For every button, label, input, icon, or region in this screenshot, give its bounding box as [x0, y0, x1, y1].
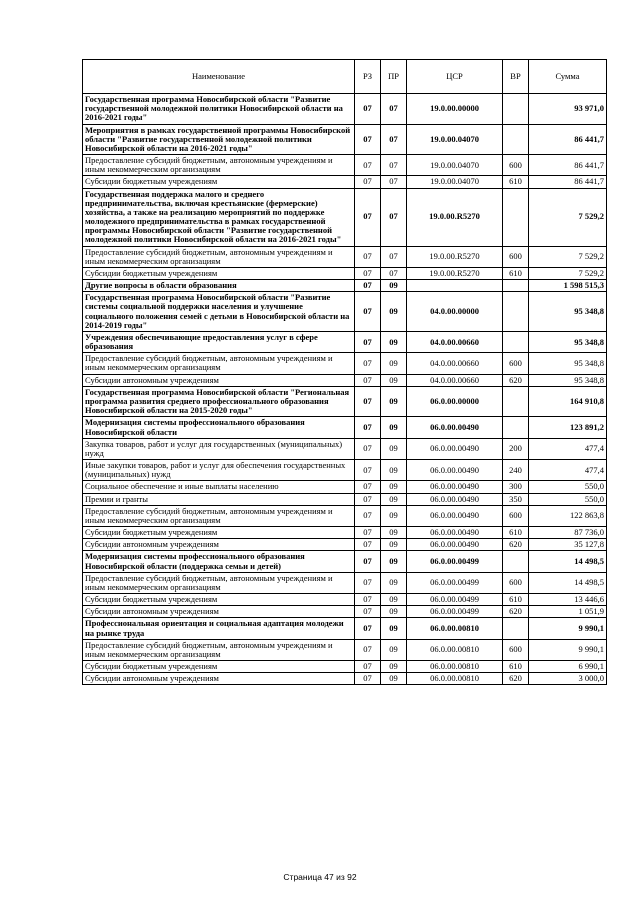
cell-csr: 19.0.00.R5270: [407, 188, 503, 246]
cell-pr: 07: [381, 94, 407, 125]
cell-pr: 09: [381, 551, 407, 572]
cell-name: Профессиональная ориентация и социальная адаптация молодежи на рынке труда: [83, 618, 355, 639]
cell-sum: 122 863,8: [529, 505, 607, 526]
cell-pr: 09: [381, 374, 407, 386]
cell-vr: [503, 94, 529, 125]
table-row: [83, 639, 607, 660]
cell-name: Предоставление субсидий бюджетным, автономным учреждениям и иным некоммерческим организациям: [83, 246, 355, 267]
cell-rz: 07: [355, 188, 381, 246]
header-vr: ВР: [503, 60, 529, 94]
cell-vr: 600: [503, 155, 529, 176]
cell-vr: 600: [503, 353, 529, 374]
cell-name: Социальное обеспечение и иные выплаты населению: [83, 481, 355, 493]
table-body: [83, 94, 607, 685]
cell-pr: 09: [381, 353, 407, 374]
cell-pr: 09: [381, 438, 407, 459]
cell-sum: 95 348,8: [529, 331, 607, 352]
cell-vr: 200: [503, 438, 529, 459]
cell-pr: 07: [381, 176, 407, 188]
cell-pr: 07: [381, 188, 407, 246]
table-row: [83, 176, 607, 188]
cell-csr: 06.0.00.00490: [407, 460, 503, 481]
cell-rz: 07: [355, 572, 381, 593]
cell-pr: 09: [381, 493, 407, 505]
cell-sum: 95 348,8: [529, 292, 607, 332]
cell-name: Другие вопросы в области образования: [83, 280, 355, 292]
cell-csr: 19.0.00.04070: [407, 176, 503, 188]
header-rz: РЗ: [355, 60, 381, 94]
table-row: [83, 460, 607, 481]
cell-sum: 477,4: [529, 438, 607, 459]
table-row: [83, 493, 607, 505]
cell-pr: 09: [381, 594, 407, 606]
cell-sum: 550,0: [529, 493, 607, 505]
cell-pr: 07: [381, 267, 407, 279]
cell-csr: 06.0.00.00490: [407, 539, 503, 551]
cell-sum: 3 000,0: [529, 673, 607, 685]
cell-name: Модернизация системы профессионального образования Новосибирской области: [83, 417, 355, 438]
table-row: [83, 188, 607, 246]
cell-pr: 09: [381, 481, 407, 493]
cell-rz: 07: [355, 618, 381, 639]
cell-rz: 07: [355, 493, 381, 505]
cell-csr: 04.0.00.00660: [407, 331, 503, 352]
table-row: [83, 331, 607, 352]
cell-rz: 07: [355, 438, 381, 459]
cell-name: Закупка товаров, работ и услуг для государственных (муниципальных) нужд: [83, 438, 355, 459]
cell-csr: 19.0.00.R5270: [407, 267, 503, 279]
cell-rz: 07: [355, 661, 381, 673]
table-row: [83, 539, 607, 551]
page-number: Страница 47 из 92: [283, 872, 357, 882]
table-row: [83, 673, 607, 685]
cell-pr: 07: [381, 155, 407, 176]
table-row: [83, 246, 607, 267]
table-row: [83, 267, 607, 279]
cell-csr: 06.0.00.00499: [407, 551, 503, 572]
cell-rz: 07: [355, 155, 381, 176]
cell-csr: 06.0.00.00810: [407, 618, 503, 639]
cell-sum: 86 441,7: [529, 155, 607, 176]
cell-name: Субсидии автономным учреждениям: [83, 539, 355, 551]
cell-name: Субсидии автономным учреждениям: [83, 673, 355, 685]
table-row: [83, 481, 607, 493]
cell-rz: 07: [355, 460, 381, 481]
cell-csr: 06.0.00.00490: [407, 505, 503, 526]
cell-csr: 06.0.00.00000: [407, 386, 503, 417]
table-row: [83, 280, 607, 292]
cell-rz: 07: [355, 551, 381, 572]
cell-name: Субсидии бюджетным учреждениям: [83, 176, 355, 188]
cell-csr: 06.0.00.00810: [407, 661, 503, 673]
cell-sum: 477,4: [529, 460, 607, 481]
cell-name: Модернизация системы профессионального образования Новосибирской области (поддержка семьи и детей): [83, 551, 355, 572]
cell-csr: 04.0.00.00660: [407, 353, 503, 374]
cell-pr: 09: [381, 292, 407, 332]
cell-csr: 06.0.00.00499: [407, 572, 503, 593]
cell-rz: 07: [355, 386, 381, 417]
cell-pr: 09: [381, 618, 407, 639]
cell-rz: 07: [355, 606, 381, 618]
cell-rz: 07: [355, 267, 381, 279]
cell-name: Предоставление субсидий бюджетным, автономным учреждениям и иным некоммерческим организациям: [83, 505, 355, 526]
table-row: [83, 292, 607, 332]
cell-csr: 06.0.00.00499: [407, 594, 503, 606]
table-row: [83, 386, 607, 417]
cell-sum: 6 990,1: [529, 661, 607, 673]
table-row: [83, 594, 607, 606]
cell-name: Учреждения обеспечивающие предоставления услуг в сфере образования: [83, 331, 355, 352]
cell-csr: 19.0.00.04070: [407, 155, 503, 176]
cell-csr: 19.0.00.04070: [407, 124, 503, 155]
table-row: [83, 155, 607, 176]
cell-csr: [407, 280, 503, 292]
table-row: [83, 527, 607, 539]
table-row: [83, 417, 607, 438]
cell-sum: 14 498,5: [529, 572, 607, 593]
cell-rz: 07: [355, 353, 381, 374]
cell-pr: 09: [381, 280, 407, 292]
cell-rz: 07: [355, 176, 381, 188]
cell-csr: 06.0.00.00490: [407, 417, 503, 438]
cell-pr: 09: [381, 572, 407, 593]
cell-name: Субсидии бюджетным учреждениям: [83, 594, 355, 606]
cell-name: Предоставление субсидий бюджетным, автономным учреждениям и иным некоммерческим организациям: [83, 639, 355, 660]
cell-vr: [503, 551, 529, 572]
cell-csr: 06.0.00.00499: [407, 606, 503, 618]
cell-csr: 04.0.00.00000: [407, 292, 503, 332]
cell-rz: 07: [355, 417, 381, 438]
cell-vr: [503, 280, 529, 292]
header-pr: ПР: [381, 60, 407, 94]
cell-vr: 600: [503, 572, 529, 593]
budget-table: [82, 59, 607, 685]
cell-sum: 95 348,8: [529, 374, 607, 386]
cell-pr: 09: [381, 460, 407, 481]
cell-name: Государственная программа Новосибирской области "Региональная программа развития среднего профессионального образования Новосибирской области на 2015-2020 годы": [83, 386, 355, 417]
cell-vr: 240: [503, 460, 529, 481]
cell-rz: 07: [355, 94, 381, 125]
header-name: Наименование: [83, 60, 355, 94]
cell-sum: 164 910,8: [529, 386, 607, 417]
cell-sum: 7 529,2: [529, 267, 607, 279]
cell-sum: 9 990,1: [529, 639, 607, 660]
cell-rz: 07: [355, 124, 381, 155]
header-csr: ЦСР: [407, 60, 503, 94]
table-row: [83, 551, 607, 572]
table-row: [83, 353, 607, 374]
cell-name: Иные закупки товаров, работ и услуг для обеспечения государственных (муниципальных) нужд: [83, 460, 355, 481]
cell-pr: 09: [381, 639, 407, 660]
cell-name: Субсидии автономным учреждениям: [83, 374, 355, 386]
cell-sum: 13 446,6: [529, 594, 607, 606]
cell-rz: 07: [355, 374, 381, 386]
cell-sum: 95 348,8: [529, 353, 607, 374]
cell-vr: [503, 331, 529, 352]
cell-pr: 09: [381, 527, 407, 539]
cell-vr: 610: [503, 267, 529, 279]
cell-vr: [503, 386, 529, 417]
table-row: [83, 124, 607, 155]
cell-pr: 09: [381, 505, 407, 526]
cell-vr: [503, 292, 529, 332]
cell-sum: 93 971,0: [529, 94, 607, 125]
cell-vr: 620: [503, 374, 529, 386]
cell-vr: [503, 188, 529, 246]
cell-vr: 300: [503, 481, 529, 493]
cell-sum: 86 441,7: [529, 176, 607, 188]
header-sum: Сумма: [529, 60, 607, 94]
cell-sum: 123 891,2: [529, 417, 607, 438]
cell-vr: 610: [503, 594, 529, 606]
cell-name: Государственная программа Новосибирской области "Развитие государственной молодежной политики Новосибирской области на 2016-2021 годы": [83, 94, 355, 125]
cell-rz: 07: [355, 331, 381, 352]
cell-csr: 19.0.00.R5270: [407, 246, 503, 267]
cell-csr: 06.0.00.00490: [407, 527, 503, 539]
cell-vr: 350: [503, 493, 529, 505]
cell-vr: 610: [503, 661, 529, 673]
table-row: [83, 505, 607, 526]
cell-name: Предоставление субсидий бюджетным, автономным учреждениям и иным некоммерческим организациям: [83, 155, 355, 176]
cell-pr: 07: [381, 246, 407, 267]
cell-csr: 06.0.00.00810: [407, 673, 503, 685]
cell-name: Государственная программа Новосибирской области "Развитие системы социальной поддержки населения и улучшение социального положения семей с детьми в Новосибирской области на 2014-2019 годы": [83, 292, 355, 332]
cell-rz: 07: [355, 639, 381, 660]
cell-name: Государственная поддержка малого и среднего предпринимательства, включая крестьянские (фермерские) хозяйства, а также на реализацию мероприятий по поддержке молодежного предпринимательства в рамках государственной программы Новосибирской области "Развитие государственной молодежной политики Новосибирской области на 2016-2021 годы": [83, 188, 355, 246]
cell-vr: 620: [503, 606, 529, 618]
cell-sum: 35 127,8: [529, 539, 607, 551]
cell-pr: 09: [381, 417, 407, 438]
cell-name: Предоставление субсидий бюджетным, автономным учреждениям и иным некоммерческим организациям: [83, 572, 355, 593]
cell-vr: 610: [503, 527, 529, 539]
cell-vr: [503, 124, 529, 155]
cell-vr: [503, 618, 529, 639]
cell-sum: 1 051,9: [529, 606, 607, 618]
table-row: [83, 606, 607, 618]
cell-sum: 9 990,1: [529, 618, 607, 639]
cell-rz: 07: [355, 539, 381, 551]
cell-sum: 14 498,5: [529, 551, 607, 572]
cell-pr: 09: [381, 539, 407, 551]
cell-csr: 06.0.00.00810: [407, 639, 503, 660]
cell-rz: 07: [355, 527, 381, 539]
cell-name: Субсидии автономным учреждениям: [83, 606, 355, 618]
cell-name: Премии и гранты: [83, 493, 355, 505]
cell-name: Субсидии бюджетным учреждениям: [83, 661, 355, 673]
table-row: [83, 438, 607, 459]
cell-csr: 06.0.00.00490: [407, 493, 503, 505]
cell-csr: 06.0.00.00490: [407, 438, 503, 459]
cell-rz: 07: [355, 246, 381, 267]
cell-pr: 09: [381, 661, 407, 673]
cell-pr: 09: [381, 386, 407, 417]
cell-rz: 07: [355, 292, 381, 332]
cell-pr: 09: [381, 606, 407, 618]
cell-csr: 19.0.00.00000: [407, 94, 503, 125]
cell-pr: 07: [381, 124, 407, 155]
cell-rz: 07: [355, 594, 381, 606]
cell-sum: 1 598 515,3: [529, 280, 607, 292]
table-row: [83, 94, 607, 125]
cell-vr: 600: [503, 246, 529, 267]
cell-sum: 550,0: [529, 481, 607, 493]
cell-rz: 07: [355, 481, 381, 493]
cell-name: Предоставление субсидий бюджетным, автономным учреждениям и иным некоммерческим организациям: [83, 353, 355, 374]
cell-name: Субсидии бюджетным учреждениям: [83, 527, 355, 539]
cell-vr: 620: [503, 539, 529, 551]
cell-vr: 600: [503, 639, 529, 660]
cell-vr: 620: [503, 673, 529, 685]
table-row: [83, 618, 607, 639]
cell-pr: 09: [381, 331, 407, 352]
cell-pr: 09: [381, 673, 407, 685]
cell-name: Мероприятия в рамках государственной программы Новосибирской области "Развитие государственной молодежной политики Новосибирской области на 2016-2021 годы": [83, 124, 355, 155]
cell-rz: 07: [355, 673, 381, 685]
cell-sum: 87 736,0: [529, 527, 607, 539]
cell-sum: 7 529,2: [529, 188, 607, 246]
cell-csr: 04.0.00.00660: [407, 374, 503, 386]
cell-vr: 600: [503, 505, 529, 526]
table-row: [83, 572, 607, 593]
cell-name: Субсидии бюджетным учреждениям: [83, 267, 355, 279]
table-row: [83, 661, 607, 673]
cell-sum: 7 529,2: [529, 246, 607, 267]
cell-csr: 06.0.00.00490: [407, 481, 503, 493]
cell-sum: 86 441,7: [529, 124, 607, 155]
cell-rz: 07: [355, 505, 381, 526]
cell-rz: 07: [355, 280, 381, 292]
cell-vr: 610: [503, 176, 529, 188]
table-header-row: [83, 60, 607, 94]
table-row: [83, 374, 607, 386]
cell-vr: [503, 417, 529, 438]
